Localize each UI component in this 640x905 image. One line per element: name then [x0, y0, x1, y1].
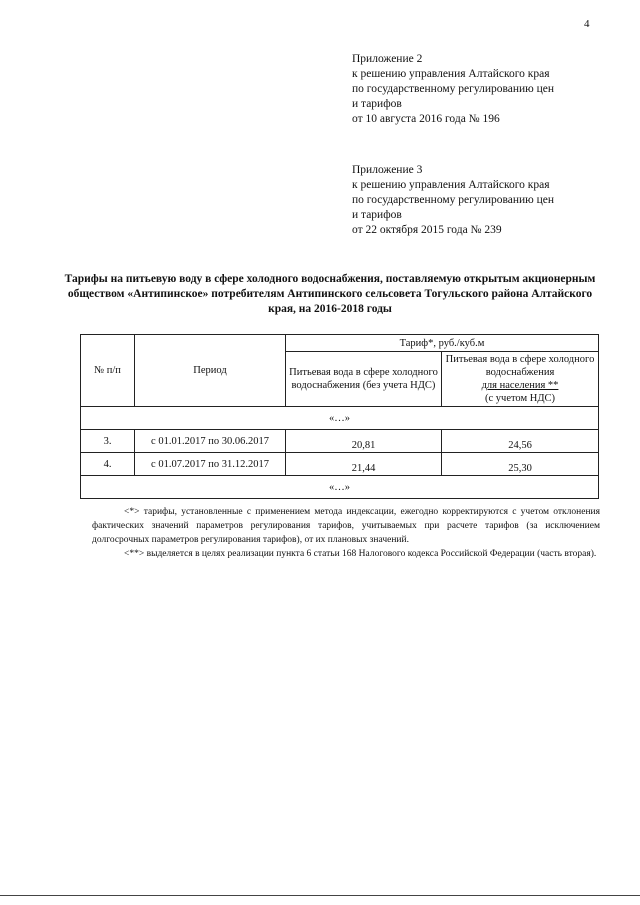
appendix-3-line: от 22 октября 2015 года № 239 — [352, 224, 502, 236]
row-tariff-population: 24,56 — [442, 430, 599, 453]
header-tariff-population-main: Питьевая вода в сфере холодного водоснабжения — [445, 354, 595, 378]
footnote-1: <*> тарифы, установленные с применением метода индексации, ежегодно корректируются с учетом отклонения фактических значений параметров регулирования тарифов, учитываемых при расчете тарифов (за исключением долгосрочных параметров регулирования тарифов), от их плановых значений. — [92, 507, 600, 545]
appendix-3-line: Приложение 3 — [352, 164, 423, 176]
header-tariff: Тариф*, руб./куб.м — [286, 335, 599, 352]
tariff-table — [80, 334, 599, 499]
appendix-3-header — [352, 163, 602, 238]
page-number: 4 — [584, 18, 590, 30]
ellipsis-bottom: «…» — [81, 476, 599, 499]
row-number: 4. — [81, 453, 135, 476]
row-tariff-population: 25,30 — [442, 453, 599, 476]
appendix-3-line: к решению управления Алтайского края — [352, 179, 550, 191]
ellipsis-top: «…» — [81, 407, 599, 430]
footnote-2: <**> выделяется в целях реализации пункта 6 статьи 168 Налогового кодекса Российской Федерации (часть вторая). — [124, 549, 597, 559]
row-period: с 01.07.2017 по 31.12.2017 — [135, 453, 286, 476]
header-number: № п/п — [81, 335, 135, 407]
header-tariff-population-vat: (с учетом НДС) — [485, 393, 555, 404]
appendix-3-line: и тарифов — [352, 209, 402, 221]
document-title: Тарифы на питьевую воду в сфере холодного водоснабжения, поставляемую открытым акционерным обществом «Антипинское» потребителям Антипинского сельсовета Тогульского района Алтайского края, на 2016-2018 годы — [64, 273, 596, 315]
header-tariff-without-vat: Питьевая вода в сфере холодного водоснабжения (без учета НДС) — [286, 352, 442, 407]
header-tariff-population-label: для населения ** — [481, 380, 559, 391]
appendix-2-line: от 10 августа 2016 года № 196 — [352, 113, 500, 125]
table-row — [81, 453, 599, 476]
row-period: с 01.01.2017 по 30.06.2017 — [135, 430, 286, 453]
appendix-2-line: Приложение 2 — [352, 53, 423, 65]
header-tariff-population — [442, 352, 599, 407]
table-row — [81, 430, 599, 453]
appendix-2-line: по государственному регулированию цен — [352, 83, 555, 95]
footnotes — [92, 505, 600, 561]
row-tariff-without-vat: 21,44 — [286, 453, 442, 476]
appendix-3-line: по государственному регулированию цен — [352, 194, 555, 206]
page-bottom-border — [0, 895, 640, 896]
header-period: Период — [135, 335, 286, 407]
row-tariff-without-vat: 20,81 — [286, 430, 442, 453]
appendix-2-header — [352, 52, 602, 127]
appendix-2-line: к решению управления Алтайского края — [352, 68, 550, 80]
row-number: 3. — [81, 430, 135, 453]
appendix-2-line: и тарифов — [352, 98, 402, 110]
